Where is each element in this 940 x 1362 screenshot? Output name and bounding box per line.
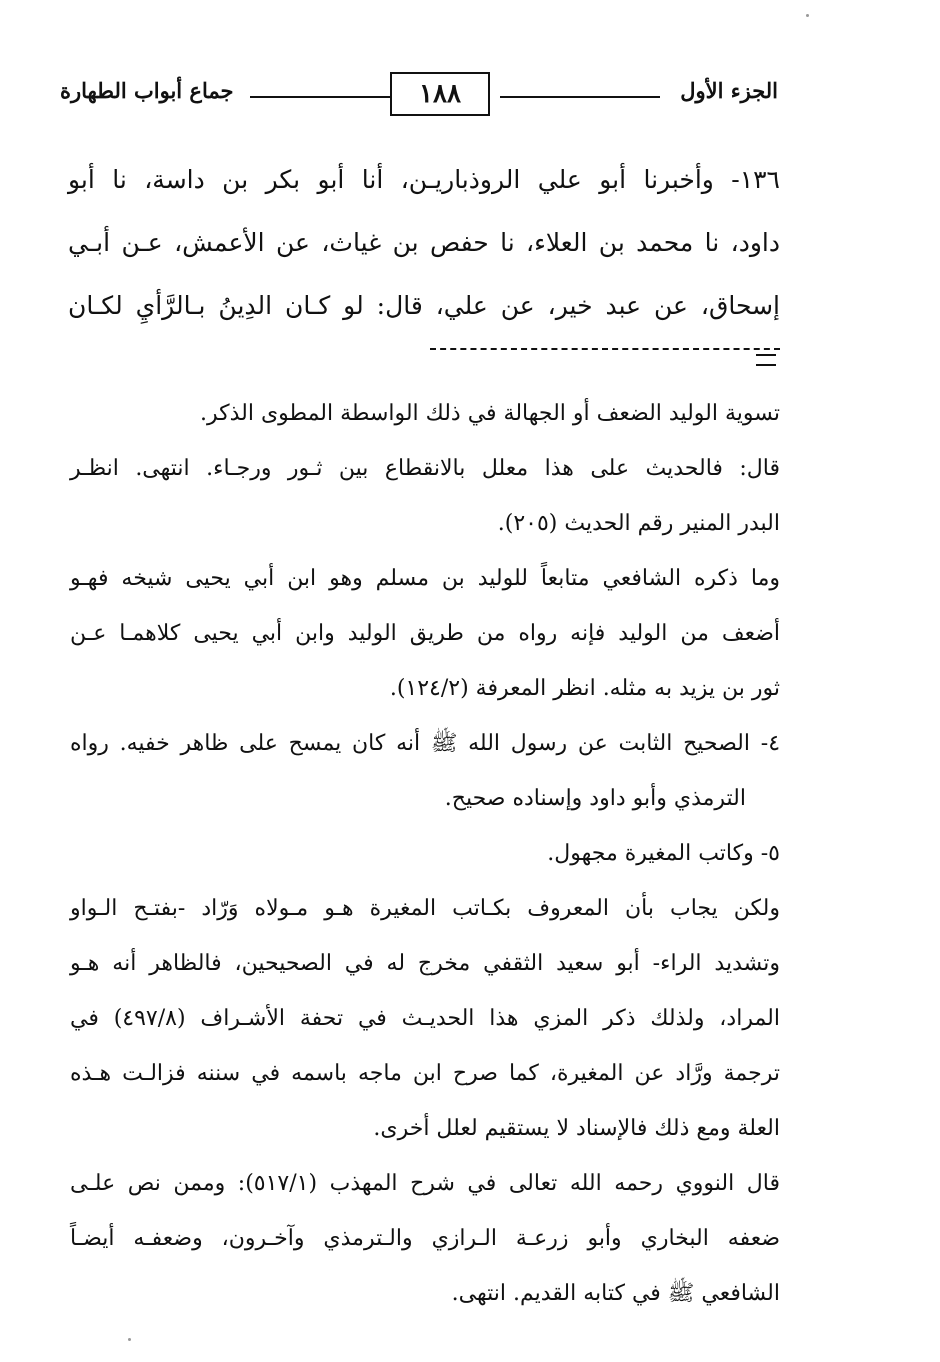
page-number-box [390, 72, 490, 116]
footnote-line: ثور بن يزيد به مثله. انظر المعرفة (١٢٤/٢). [389, 676, 780, 701]
footnote-line: العلة ومع ذلك فالإسناد لا يستقيم لعلل أخرى. [373, 1116, 780, 1141]
page-number: ١٨٨ [419, 79, 461, 109]
footnote-line: قال النووي رحمه الله تعالى في شرح المهذب (٥١٧/١): وممن نص علـى [70, 1171, 780, 1196]
footnotes [70, 386, 780, 1321]
footnote-item-5 [70, 826, 780, 881]
footnote-line: وتشديد الراء- أبو سعيد الثقفي مخرج له في الصحيحين، فالظاهر أنه هـو [70, 951, 780, 976]
header-rule-left [250, 96, 390, 98]
scan-speck [806, 14, 809, 17]
footnote-line: وما ذكره الشافعي متابعاً للوليد بن مسلم وهو ابن أبي يحيى شيخه فهـو [70, 566, 780, 591]
footnote-line: ولكن يجاب بأن المعروف بكـاتب المغيرة هـو مـولاه وَرّاد -بفتـح الـواو [70, 896, 780, 921]
footnote-line: الصحيح الثابت عن رسول الله ﷺ أنه كان يمسح على ظاهر خفيه. رواه [70, 731, 751, 756]
footnote-line: المراد، ولذلك ذكر المزي هذا الحديـث في تحفة الأشـراف (٤٩٧/٨) في [70, 1006, 780, 1031]
footnote-line: ترجمة ورَّاد عن المغيرة، كما صرح ابن ماجه باسمه في سننه فزالـت هـذه [70, 1061, 780, 1086]
separator-dashed-rule [430, 348, 780, 350]
header-part-title: الجزء الأول [680, 78, 778, 103]
scan-speck [128, 1338, 131, 1341]
footnote-line: تسوية الوليد الضعف أو الجهالة في ذلك الواسطة المطوى الذكر. [199, 401, 780, 426]
footnote-marker: ٤- [760, 731, 781, 756]
footnote-line: قال: فالحديث على هذا معلل بالانقطاع بين ثـور ورجـاء. انتهى. انظـر [70, 456, 780, 481]
footnote-line: الشافعي ﷺ في كتابه القديم. انتهى. [451, 1281, 780, 1306]
main-text [68, 148, 780, 337]
footnote-item-4 [70, 716, 780, 771]
footnote-marker: ٥- [760, 841, 780, 866]
main-text-line: داود، نا محمد بن العلاء، نا حفص بن غياث، عن الأعمش، عـن أبـي [68, 228, 780, 257]
footnote-line: ضعفه البخاري وأبو زرعـة الـرازي والـترمذي وآخـرون، وضعفـه أيضـاً [70, 1226, 780, 1251]
header-section-title: جماع أبواب الطهارة [60, 78, 234, 103]
footnote-line: وكاتب المغيرة مجهول. [547, 841, 754, 866]
main-text-line: إسحاق، عن عبد خير، عن علي، قال: لو كـان الدِينُ بـالرَّأيِ لكـان [68, 291, 780, 320]
main-text-line: ١٣٦- وأخبرنا أبو علي الروذباريـن، أنا أبو بكر بن داسة، نا أبو [68, 165, 780, 194]
footnote-line: الترمذي وأبو داود وإسناده صحيح. [444, 786, 746, 811]
footnote-line: أضعف من الوليد فإنه رواه من طريق الوليد وابن أبي يحيى كلاهمـا عـن [70, 621, 780, 646]
running-header [60, 72, 778, 120]
header-rule-right [500, 96, 660, 98]
footnote-separator [400, 338, 780, 368]
continuation-mark [756, 354, 776, 366]
footnote-line: البدر المنير رقم الحديث (٢٠٥). [497, 511, 780, 536]
